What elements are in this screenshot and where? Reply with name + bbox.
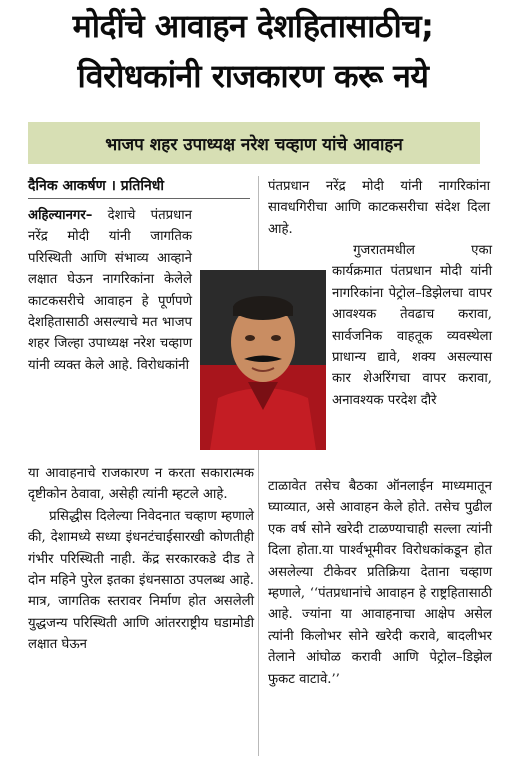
- subheadline-band: [28, 122, 480, 164]
- paragraph-2: प्रसिद्धीस दिलेल्या निवेदनात चव्हाण म्हणाले की, देशामध्ये सध्या इंधनटंचाईसारखी कोणतीही गंभीर परिस्थिती नाही. केंद्र सरकारकडे दीड ते दोन महिने पुरेल इतका इंधनसाठा उपलब्ध आहे. मात्र, जागतिक स्तरावर निर्माण होत असलेली युद्धजन्य परिस्थिती आणि आंतरराष्ट्रीय घडामोडी लक्षात घेऊन: [28, 508, 254, 653]
- headline-line-1: मोदींचे आवाहन देशहितासाठीच;: [72, 7, 434, 45]
- headline-line-2: विरोधकांनी राजकारण करू नये: [77, 57, 429, 95]
- right-column-continued: [268, 476, 492, 690]
- subheadline: भाजप शहर उपाध्यक्ष नरेश चव्हाण यांचे आवाहन: [105, 134, 403, 155]
- column-divider: [258, 176, 259, 756]
- paragraph-1-continued: या आवाहनाचे राजकारण न करता सकारात्मक दृष्टीकोन ठेवावा, असेही त्यांनी म्हटले आहे.: [28, 466, 254, 503]
- author-photo: [200, 270, 326, 450]
- left-column-wrapped: [28, 205, 192, 376]
- left-column-continued: [28, 463, 254, 656]
- right-column-wrapped: [332, 240, 492, 411]
- paragraph-3-wrapped: गुजरातमधील एका कार्यक्रमात पंतप्रधान मोदी यांनी नागरिकांना पेट्रोल–डिझेलचा वापर आवश्यक तेवढाच करावा, सार्वजनिक वाहतूक व्यवस्थेला प्राधान्य द्यावे, शक्य असल्यास कार शेअरिंगचा वापर करावा, अनावश्यक परदेश दौरे: [332, 243, 492, 408]
- dateline: अहिल्यानगर–: [28, 208, 93, 223]
- paragraph-1-wrapped: [28, 205, 192, 376]
- paragraph-2-right: पंतप्रधान नरेंद्र मोदी यांनी नागरिकांना सावधगिरीचा आणि काटकसरीचा संदेश दिला आहे.: [268, 179, 490, 237]
- paragraph-3-continued: टाळावेत तसेच बैठका ऑनलाईन माध्यमातून घ्याव्यात, असे आवाहन केले होते. तसेच पुढील एक वर्ष सोने खरेदी टाळण्याचाही सल्ला त्यांनी दिला होता.या पार्श्वभूमीवर विरोधकांकडून होत असलेल्या टीकेवर प्रतिक्रिया देताना चव्हाण म्हणाले, ‘‘पंतप्रधानांचे आवाहन हे राष्ट्रहितासाठी आहे. ज्यांना या आवाहनाचा आक्षेप असेल त्यांनी किलोभर सोने खरेदी करावे, बादलीभर तेलाने आंघोळ करावी आणि पेट्रोल–डिझेल फुकट वाटावे.’’: [268, 479, 492, 687]
- byline: दैनिक आकर्षण । प्रतिनिधी: [28, 178, 164, 194]
- person-portrait-icon: [200, 270, 326, 450]
- byline-rule: [28, 198, 250, 199]
- paragraph-1-text: देशाचे पंतप्रधान नरेंद्र मोदी यांनी जागतिक परिस्थिती आणि संभाव्य आव्हाने लक्षात घेऊन नागरिकांना केलेले काटकसरीचे आवाहन हे पूर्णपणे देशहितासाठी असल्याचे मत भाजप शहर जिल्हा उपाध्यक्ष नरेश चव्हाण यांनी व्यक्त केले आहे. विरोधकांनी: [28, 208, 192, 373]
